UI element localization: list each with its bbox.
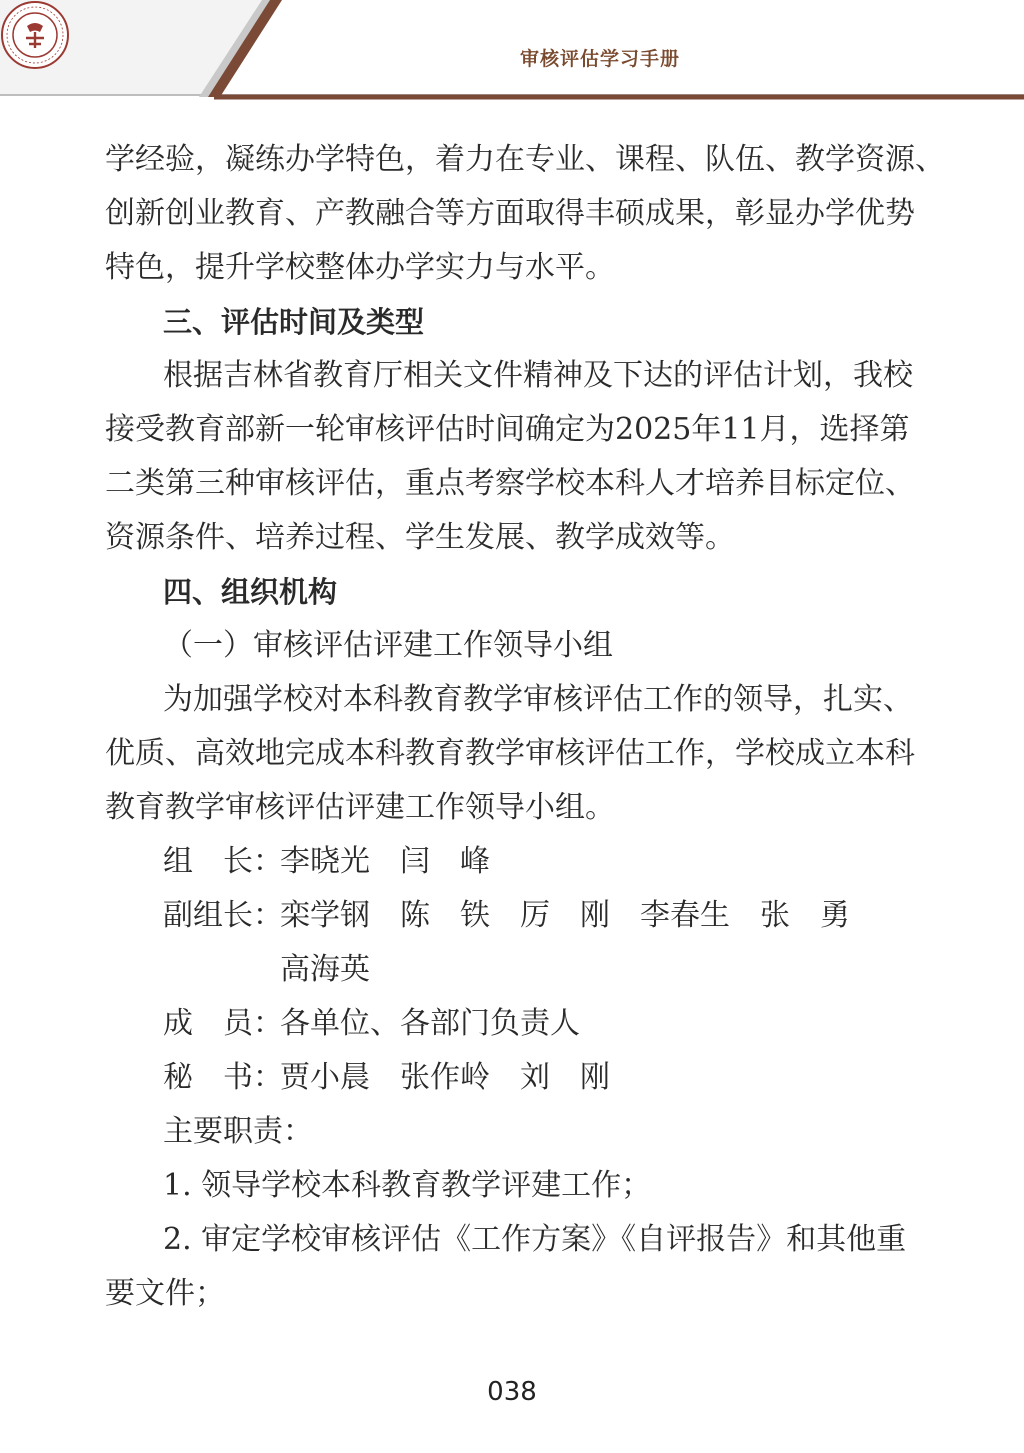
paragraph-line: 优质、高效地完成本科教育教学审核评估工作，学校成立本科 xyxy=(105,736,915,771)
duty-item: 2. 审定学校审核评估《工作方案》《自评报告》和其他重 xyxy=(163,1222,907,1257)
member-names: 贾小晨 张作岭 刘 刚 xyxy=(280,1060,610,1095)
header-title: 审核评估学习手册 xyxy=(520,48,681,70)
duty-item: 1. 领导学校本科教育教学评建工作； xyxy=(163,1168,652,1203)
member-names: 高海英 xyxy=(280,952,370,987)
member-role: 副组长： xyxy=(163,898,283,933)
member-role: 组 长： xyxy=(163,844,283,879)
member-role: 秘 书： xyxy=(163,1060,283,1095)
paragraph-line: 根据吉林省教育厅相关文件精神及下达的评估计划，我校 xyxy=(163,358,913,393)
section-heading-3: 三、评估时间及类型 xyxy=(163,305,425,339)
page-header xyxy=(0,0,1024,100)
paragraph-line: 教育教学审核评估评建工作领导小组。 xyxy=(105,790,615,825)
member-names: 各单位、各部门负责人 xyxy=(280,1006,580,1041)
paragraph-line: 二类第三种审核评估，重点考察学校本科人才培养目标定位、 xyxy=(105,466,915,501)
paragraph-line: 创新创业教育、产教融合等方面取得丰硕成果，彰显办学优势 xyxy=(105,196,915,231)
member-names: 栾学钢 陈 铁 厉 刚 李春生 张 勇 xyxy=(280,898,850,933)
duties-title: 主要职责： xyxy=(163,1114,313,1149)
section-heading-4: 四、组织机构 xyxy=(163,575,338,609)
paragraph-line: 特色，提升学校整体办学实力与水平。 xyxy=(105,250,615,285)
paragraph-line: 资源条件、培养过程、学生发展、教学成效等。 xyxy=(105,520,735,555)
school-logo-icon xyxy=(0,0,70,70)
member-names: 李晓光 闫 峰 xyxy=(280,844,490,879)
page-number: 038 xyxy=(487,1377,537,1407)
duty-item-cont: 要文件； xyxy=(105,1276,225,1311)
paragraph-line: 接受教育部新一轮审核评估时间确定为2025年11月，选择第 xyxy=(105,412,910,447)
header-decoration xyxy=(0,0,1024,100)
paragraph-line: 学经验，凝练办学特色，着力在专业、课程、队伍、教学资源、 xyxy=(105,142,945,177)
paragraph-line: 为加强学校对本科教育教学审核评估工作的领导，扎实、 xyxy=(163,682,913,717)
subsection-heading: （一）审核评估评建工作领导小组 xyxy=(163,628,613,663)
member-role: 成 员： xyxy=(163,1006,283,1041)
